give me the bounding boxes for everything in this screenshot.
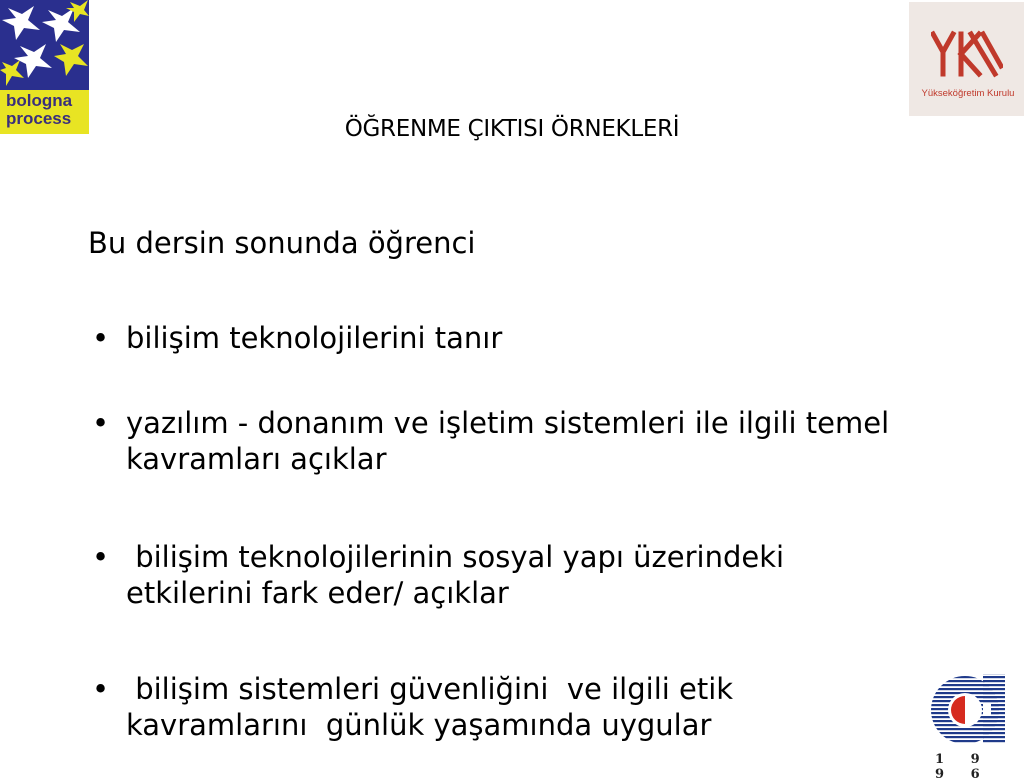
bullet-item [88, 671, 908, 743]
bullet-text: bilişim sistemleri güvenliğini ve ilgili etik kavramlarını günlük yaşamında uygular [126, 672, 743, 742]
university-year: 1 9 9 6 [935, 752, 991, 782]
yok-logo [909, 2, 1024, 116]
slide-intro: Bu dersin sonunda öğrenci [88, 226, 476, 260]
bullet-text: bilişim teknolojilerini tanır [126, 321, 503, 355]
university-emblem-icon [925, 668, 1024, 752]
bullet-text: yazılım - donanım ve işletim sistemleri ile ilgili temel kavramları açıklar [126, 406, 890, 476]
slide-title: ÖĞRENME ÇIKTISI ÖRNEKLERİ [344, 116, 680, 142]
bullet-marker: • [92, 321, 110, 355]
bullet-marker: • [92, 540, 110, 574]
university-logo [925, 668, 1024, 782]
bullet-list [88, 320, 908, 743]
yok-emblem-icon [931, 30, 1003, 78]
bullet-item [88, 405, 908, 477]
bologna-line2: process [6, 109, 72, 128]
bologna-stars-icon [0, 0, 89, 92]
bologna-process-logo [0, 0, 89, 134]
bullet-marker: • [92, 672, 110, 706]
yok-caption: Yükseköğretim Kurulu [921, 88, 1015, 99]
bullet-text: bilişim teknolojilerinin sosyal yapı üzerindeki etkilerini fark eder/ açıklar [126, 540, 794, 610]
bullet-item [88, 320, 908, 356]
bullet-marker: • [92, 406, 110, 440]
bullet-item [88, 539, 908, 611]
bologna-line1: bologna [6, 91, 73, 110]
